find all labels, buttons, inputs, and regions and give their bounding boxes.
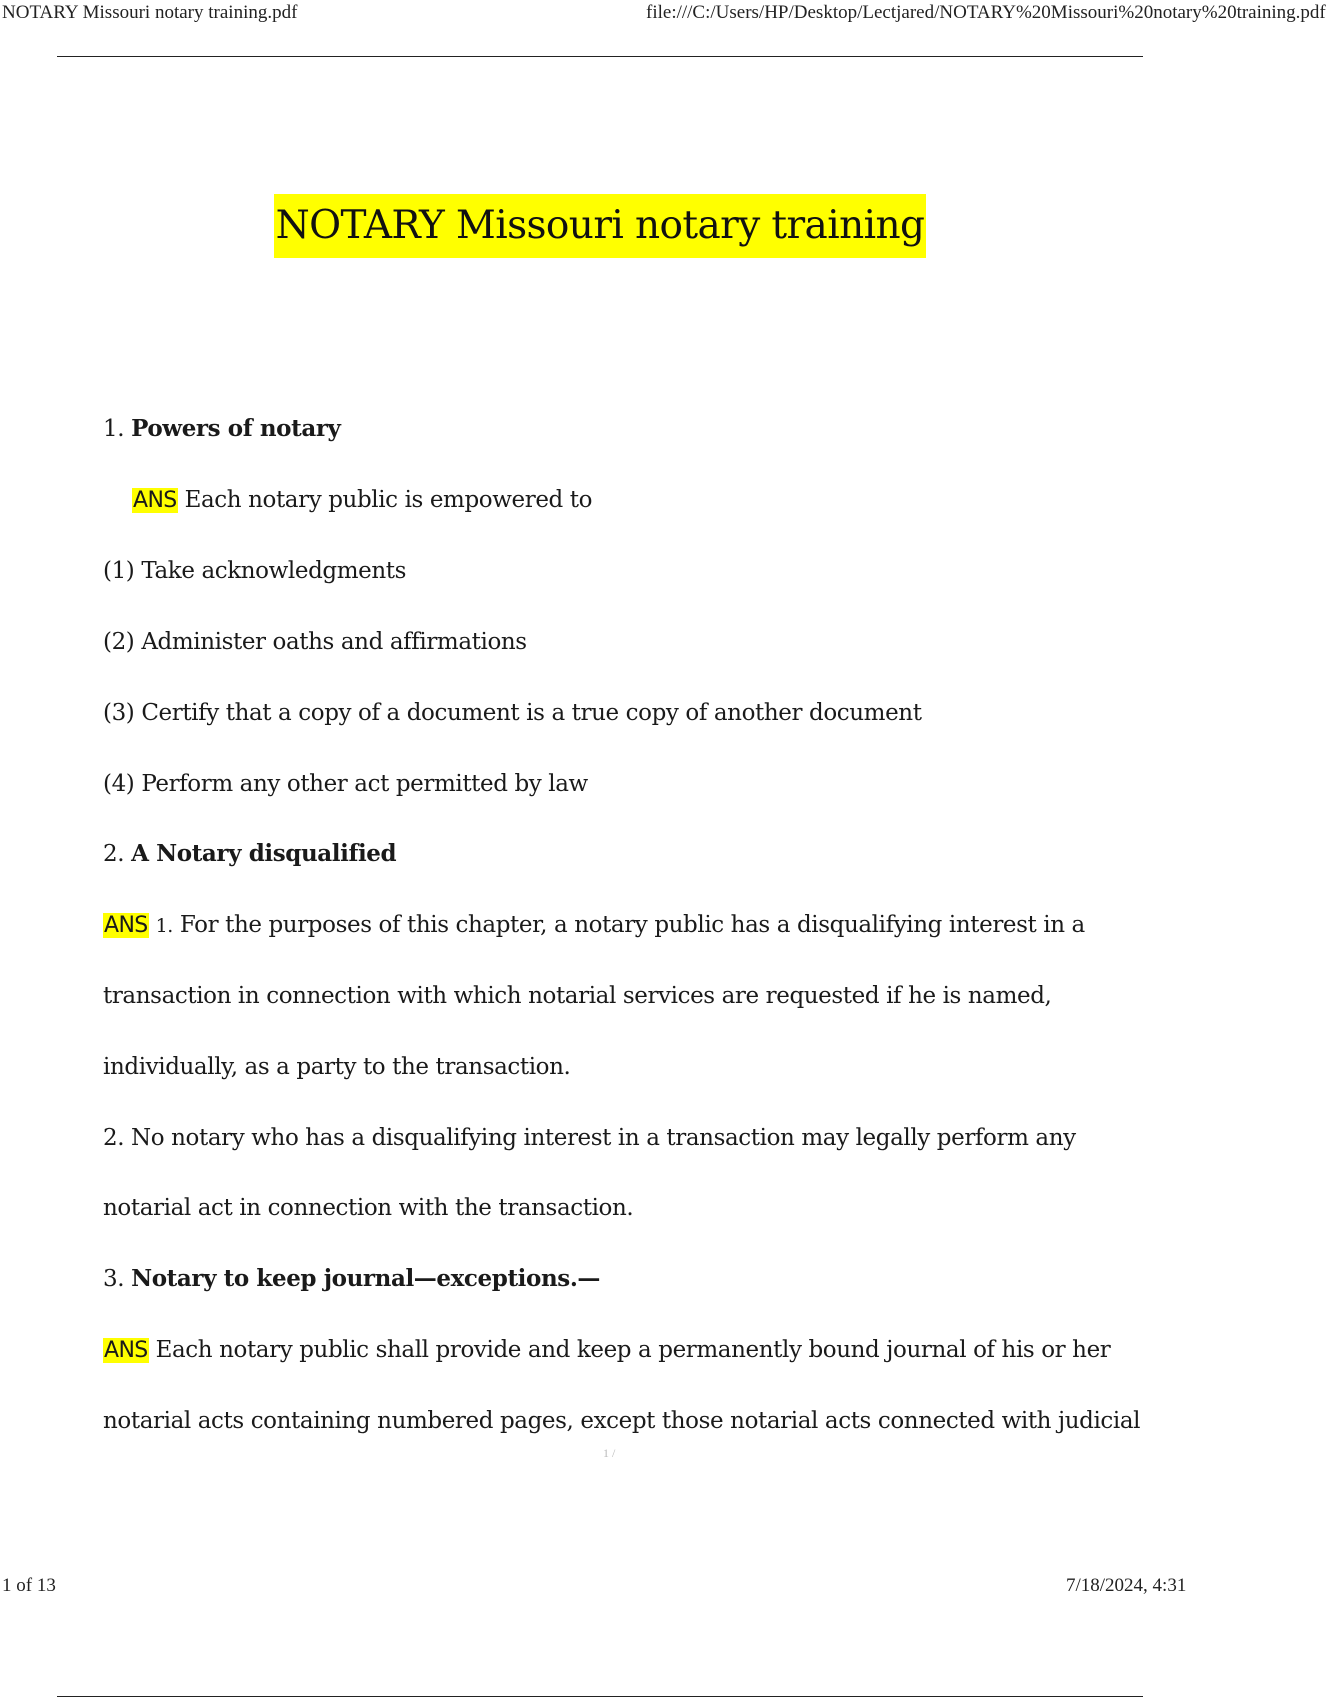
section-2-paragraph-2-line: [103, 1121, 1076, 1155]
list-text: Take acknowledgments: [141, 558, 407, 584]
section-1-heading: [103, 412, 341, 446]
document-url: file:///C:/Users/HP/Desktop/Lectjared/NOTARY%20Missouri%20notary%20training.pdf: [646, 2, 1326, 23]
section-2-answer-line: [103, 1050, 570, 1084]
document-title: NOTARY Missouri notary training: [274, 194, 927, 258]
footer-divider: [57, 1696, 1143, 1697]
page-marker: 1 /: [603, 1446, 616, 1460]
ans-highlight: ANS: [104, 913, 148, 938]
page-count: 1 of 13: [2, 1575, 56, 1596]
list-marker: (2): [103, 629, 135, 655]
ans-highlight: ANS: [104, 1338, 148, 1363]
answer-text: notarial acts containing numbered pages, except those notarial acts connected with judicial: [103, 1408, 1141, 1434]
section-3-answer-line: [103, 1404, 1140, 1438]
section-2-answer-line: [103, 908, 1085, 943]
list-text: Administer oaths and affirmations: [141, 629, 527, 655]
section-2-heading: [103, 837, 396, 871]
list-text: Perform any other act permitted by law: [141, 771, 588, 797]
list-marker: (1): [103, 558, 135, 584]
answer-text: Each notary public is empowered to: [184, 487, 593, 513]
section-2-paragraph-2-line: [103, 1191, 633, 1225]
list-item: [103, 554, 406, 588]
section-2-answer-line: [103, 979, 1051, 1013]
section-number: 2.: [103, 841, 125, 867]
answer-text: individually, as a party to the transaction.: [103, 1054, 571, 1080]
answer-text: For the purposes of this chapter, a notary public has a disqualifying interest in a: [179, 912, 1085, 938]
section-number: 3.: [103, 1266, 125, 1292]
list-marker: (4): [103, 771, 135, 797]
section-3-answer-line: [103, 1333, 1110, 1368]
list-item: [103, 696, 922, 730]
paragraph-text: 2. No notary who has a disqualifying interest in a transaction may legally perform any: [103, 1125, 1076, 1151]
answer-number: 1.: [155, 915, 173, 937]
section-title: A Notary disqualified: [131, 840, 397, 867]
section-title: Notary to keep journal—exceptions.—: [131, 1265, 601, 1292]
list-item: [103, 625, 527, 659]
title-container: [0, 194, 1200, 258]
section-number: 1.: [103, 416, 125, 442]
paragraph-text: notarial act in connection with the transaction.: [103, 1195, 634, 1221]
section-3-heading: [103, 1262, 600, 1296]
list-marker: (3): [103, 700, 135, 726]
answer-text: Each notary public shall provide and keep a permanently bound journal of his or her: [155, 1337, 1111, 1363]
list-item: [103, 767, 588, 801]
ans-highlight: ANS: [133, 488, 177, 513]
answer-text: transaction in connection with which notarial services are requested if he is named,: [103, 983, 1052, 1009]
document-filename: NOTARY Missouri notary training.pdf: [2, 2, 298, 23]
print-datetime: 7/18/2024, 4:31: [1066, 1575, 1187, 1596]
section-title: Powers of notary: [131, 415, 341, 442]
section-1-answer: [132, 483, 592, 518]
list-text: Certify that a copy of a document is a true copy of another document: [141, 700, 922, 726]
